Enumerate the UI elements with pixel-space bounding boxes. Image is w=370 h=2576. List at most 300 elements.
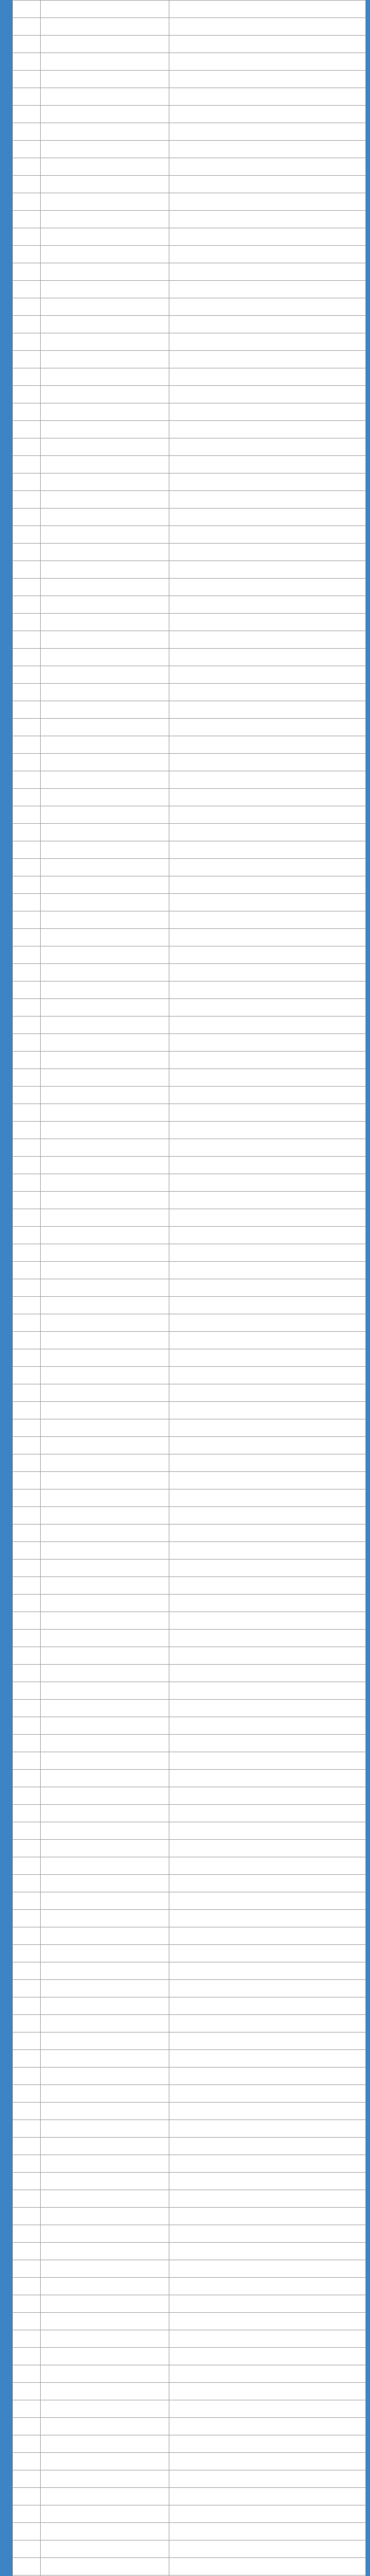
company-name [41, 456, 169, 473]
job-positions [169, 771, 366, 789]
job-positions [169, 106, 366, 123]
row-number [13, 981, 41, 999]
row-number [13, 1577, 41, 1595]
table-row [13, 1507, 366, 1524]
job-positions [169, 1192, 366, 1209]
row-number [13, 1945, 41, 1962]
table-row [13, 1665, 366, 1682]
table-row [13, 946, 366, 964]
company-name [41, 1892, 169, 1910]
row-number [13, 1122, 41, 1139]
table-row [13, 876, 366, 894]
row-number [13, 1279, 41, 1297]
row-number [13, 2330, 41, 2348]
table-row [13, 1717, 366, 1735]
table-row [13, 1349, 366, 1367]
table-row [13, 701, 366, 719]
table-row [13, 176, 366, 193]
row-number [13, 964, 41, 981]
job-positions [169, 1630, 366, 1647]
company-name [41, 1524, 169, 1542]
job-positions [169, 211, 366, 228]
table-row [13, 1367, 366, 1384]
row-number [13, 1735, 41, 1752]
job-positions [169, 473, 366, 491]
job-positions [169, 631, 366, 649]
company-name [41, 1875, 169, 1892]
table-row [13, 2540, 366, 2558]
company-name [41, 2138, 169, 2155]
company-name [41, 368, 169, 386]
row-number [13, 281, 41, 298]
job-positions [169, 2173, 366, 2190]
row-number [13, 526, 41, 544]
table-row [13, 1787, 366, 1805]
row-number [13, 2558, 41, 2575]
company-name [41, 351, 169, 368]
company-name [41, 1016, 169, 1034]
company-name [41, 1910, 169, 1927]
company-name [41, 1595, 169, 1612]
job-positions [169, 2032, 366, 2050]
table-row [13, 1314, 366, 1332]
company-name [41, 1279, 169, 1297]
table-row [13, 2190, 366, 2208]
company-name [41, 281, 169, 298]
row-number [13, 2313, 41, 2330]
job-positions [169, 1717, 366, 1735]
table-row [13, 1770, 366, 1787]
row-number [13, 2208, 41, 2225]
job-positions [169, 88, 366, 106]
job-positions [169, 684, 366, 701]
row-number [13, 2365, 41, 2383]
row-number [13, 2348, 41, 2365]
job-positions [169, 2208, 366, 2225]
row-number [13, 2015, 41, 2032]
job-positions [169, 2383, 366, 2400]
table-row [13, 316, 366, 333]
table-row [13, 824, 366, 841]
job-positions [169, 2505, 366, 2523]
company-name [41, 841, 169, 859]
company-name [41, 981, 169, 999]
table-row [13, 421, 366, 438]
job-positions [169, 964, 366, 981]
table-row [13, 631, 366, 649]
job-positions [169, 2523, 366, 2540]
row-number [13, 2470, 41, 2488]
job-positions [169, 1560, 366, 1577]
company-name [41, 561, 169, 579]
company-name [41, 53, 169, 71]
table-row [13, 1700, 366, 1717]
company-name [41, 2558, 169, 2575]
table-row [13, 2243, 366, 2260]
table-row [13, 2313, 366, 2330]
job-positions [169, 1349, 366, 1367]
job-positions [169, 333, 366, 351]
table-row [13, 806, 366, 824]
company-name [41, 2015, 169, 2032]
job-positions [169, 1735, 366, 1752]
table-row [13, 2330, 366, 2348]
company-name [41, 263, 169, 281]
table-row [13, 141, 366, 158]
row-number [13, 2400, 41, 2418]
table-row [13, 859, 366, 876]
job-positions [169, 859, 366, 876]
job-positions [169, 894, 366, 911]
recruitment-table [12, 0, 366, 2576]
table-row [13, 1980, 366, 1997]
row-number [13, 614, 41, 631]
company-name [41, 71, 169, 88]
table-row [13, 929, 366, 946]
row-number [13, 473, 41, 491]
row-number [13, 228, 41, 246]
table-row [13, 999, 366, 1016]
row-number [13, 53, 41, 71]
table-row [13, 1227, 366, 1244]
company-name [41, 1980, 169, 1997]
job-positions [169, 1700, 366, 1717]
row-number [13, 946, 41, 964]
job-positions [169, 1332, 366, 1349]
table-row [13, 1087, 366, 1104]
job-positions [169, 1542, 366, 1560]
row-number [13, 1524, 41, 1542]
row-number [13, 1700, 41, 1717]
job-positions [169, 2050, 366, 2067]
row-number [13, 2067, 41, 2085]
table-row [13, 2383, 366, 2400]
company-name [41, 1437, 169, 1454]
job-positions [169, 2138, 366, 2155]
job-positions [169, 36, 366, 53]
job-positions [169, 1087, 366, 1104]
table-row [13, 123, 366, 141]
job-positions [169, 824, 366, 841]
company-name [41, 2278, 169, 2295]
company-name [41, 1227, 169, 1244]
table-row [13, 2418, 366, 2435]
row-number [13, 841, 41, 859]
job-positions [169, 2400, 366, 2418]
job-positions [169, 579, 366, 596]
table-row [13, 526, 366, 544]
table-row [13, 211, 366, 228]
company-name [41, 579, 169, 596]
table-row [13, 561, 366, 579]
company-name [41, 859, 169, 876]
job-positions [169, 1262, 366, 1279]
company-name [41, 1735, 169, 1752]
job-positions [169, 1822, 366, 1840]
job-positions [169, 1454, 366, 1472]
job-positions [169, 2155, 366, 2173]
job-positions [169, 421, 366, 438]
table-row [13, 964, 366, 981]
row-number [13, 2155, 41, 2173]
table-row [13, 2015, 366, 2032]
row-number [13, 1384, 41, 1402]
job-positions [169, 1314, 366, 1332]
table-row [13, 596, 366, 614]
job-positions [169, 2365, 366, 2383]
table-row [13, 2138, 366, 2155]
table-row [13, 1157, 366, 1174]
row-number [13, 859, 41, 876]
table-row [13, 403, 366, 421]
row-number [13, 71, 41, 88]
row-number [13, 316, 41, 333]
company-name [41, 1612, 169, 1630]
row-number [13, 1174, 41, 1192]
table-row [13, 2488, 366, 2505]
company-name [41, 649, 169, 666]
company-name [41, 929, 169, 946]
job-positions [169, 1524, 366, 1542]
row-number [13, 211, 41, 228]
row-number [13, 1454, 41, 1472]
table-row [13, 1630, 366, 1647]
job-positions [169, 1997, 366, 2015]
table-row [13, 789, 366, 806]
company-name [41, 2435, 169, 2453]
job-positions [169, 1174, 366, 1192]
table-row [13, 1402, 366, 1419]
job-positions [169, 946, 366, 964]
row-number [13, 88, 41, 106]
row-number [13, 2103, 41, 2120]
company-name [41, 526, 169, 544]
row-number [13, 789, 41, 806]
row-number [13, 1419, 41, 1437]
row-number [13, 1087, 41, 1104]
row-number [13, 1034, 41, 1052]
job-positions [169, 2120, 366, 2138]
row-number [13, 1840, 41, 1857]
job-positions [169, 2103, 366, 2120]
job-positions [169, 2260, 366, 2278]
row-number [13, 1262, 41, 1279]
table-row [13, 1489, 366, 1507]
job-positions [169, 2295, 366, 2313]
row-number [13, 1297, 41, 1314]
job-positions [169, 246, 366, 263]
table-row [13, 473, 366, 491]
company-name [41, 1787, 169, 1805]
job-positions [169, 1840, 366, 1857]
company-name [41, 1997, 169, 2015]
company-name [41, 333, 169, 351]
company-name [41, 789, 169, 806]
company-name [41, 509, 169, 526]
company-name [41, 2208, 169, 2225]
row-number [13, 684, 41, 701]
job-positions [169, 2015, 366, 2032]
row-number [13, 929, 41, 946]
table-row [13, 2523, 366, 2540]
table-row [13, 1139, 366, 1157]
table-row [13, 1682, 366, 1700]
company-name [41, 964, 169, 981]
row-number [13, 2032, 41, 2050]
row-number [13, 123, 41, 141]
job-positions [169, 351, 366, 368]
job-positions [169, 71, 366, 88]
job-positions [169, 719, 366, 736]
job-positions [169, 2558, 366, 2575]
job-positions [169, 841, 366, 859]
job-positions [169, 1682, 366, 1700]
company-name [41, 1297, 169, 1314]
company-name [41, 106, 169, 123]
company-name [41, 2348, 169, 2365]
table-row [13, 1612, 366, 1630]
job-positions [169, 456, 366, 473]
company-name [41, 911, 169, 929]
job-positions [169, 438, 366, 456]
company-name [41, 1034, 169, 1052]
job-positions [169, 2348, 366, 2365]
company-name [41, 1700, 169, 1717]
job-positions [169, 1595, 366, 1612]
row-number [13, 1227, 41, 1244]
row-number [13, 1927, 41, 1945]
row-number [13, 106, 41, 123]
row-number [13, 1192, 41, 1209]
table-row [13, 1524, 366, 1542]
company-name [41, 228, 169, 246]
job-positions [169, 1805, 366, 1822]
table-row [13, 2085, 366, 2103]
company-name [41, 298, 169, 316]
row-number [13, 176, 41, 193]
company-name [41, 2190, 169, 2208]
row-number [13, 2418, 41, 2435]
company-name [41, 1560, 169, 1577]
company-name [41, 1402, 169, 1419]
row-number [13, 1752, 41, 1770]
table-row [13, 841, 366, 859]
row-number [13, 438, 41, 456]
job-positions [169, 1875, 366, 1892]
row-number [13, 1489, 41, 1507]
company-name [41, 1945, 169, 1962]
company-name [41, 1822, 169, 1840]
company-name [41, 2103, 169, 2120]
table-row [13, 1384, 366, 1402]
company-name [41, 386, 169, 403]
company-name [41, 1367, 169, 1384]
row-number [13, 368, 41, 386]
table-row [13, 509, 366, 526]
job-positions [169, 509, 366, 526]
job-positions [169, 1472, 366, 1489]
company-name [41, 473, 169, 491]
company-name [41, 2540, 169, 2558]
row-number [13, 246, 41, 263]
table-row [13, 456, 366, 473]
table-row [13, 771, 366, 789]
row-number [13, 2120, 41, 2138]
table-row [13, 2225, 366, 2243]
row-number [13, 2383, 41, 2400]
table-row [13, 894, 366, 911]
table-row [13, 2173, 366, 2190]
row-number [13, 1595, 41, 1612]
row-number [13, 1157, 41, 1174]
row-number [13, 1244, 41, 1262]
job-positions [169, 193, 366, 211]
company-name [41, 2488, 169, 2505]
row-number [13, 1875, 41, 1892]
job-positions [169, 1892, 366, 1910]
job-positions [169, 368, 366, 386]
job-positions [169, 2225, 366, 2243]
row-number [13, 2085, 41, 2103]
company-name [41, 2067, 169, 2085]
row-number [13, 2190, 41, 2208]
row-number [13, 1647, 41, 1665]
company-name [41, 1157, 169, 1174]
table-row [13, 1122, 366, 1139]
table-row [13, 1945, 366, 1962]
table-row [13, 2558, 366, 2575]
job-positions [169, 2453, 366, 2470]
job-positions [169, 53, 366, 71]
table-row [13, 579, 366, 596]
table-row [13, 71, 366, 88]
table-row [13, 2103, 366, 2120]
row-number [13, 1910, 41, 1927]
company-name [41, 1805, 169, 1822]
job-positions [169, 876, 366, 894]
company-name [41, 211, 169, 228]
company-name [41, 1122, 169, 1139]
row-number [13, 1332, 41, 1349]
company-name [41, 1087, 169, 1104]
job-positions [169, 2330, 366, 2348]
table-row [13, 1752, 366, 1770]
row-number [13, 1717, 41, 1735]
row-number [13, 2435, 41, 2453]
table-row [13, 2453, 366, 2470]
company-name [41, 824, 169, 841]
company-name [41, 2120, 169, 2138]
company-name [41, 2313, 169, 2330]
row-number [13, 2225, 41, 2243]
row-number [13, 631, 41, 649]
row-number [13, 2138, 41, 2155]
company-name [41, 2453, 169, 2470]
table-row [13, 1927, 366, 1945]
company-name [41, 701, 169, 719]
company-name [41, 2330, 169, 2348]
job-positions [169, 649, 366, 666]
job-positions [169, 806, 366, 824]
table-row [13, 2155, 366, 2173]
row-number [13, 1, 41, 18]
row-number [13, 1139, 41, 1157]
table-row [13, 1209, 366, 1227]
company-name [41, 631, 169, 649]
table-row [13, 2067, 366, 2085]
job-positions [169, 1052, 366, 1069]
row-number [13, 544, 41, 561]
